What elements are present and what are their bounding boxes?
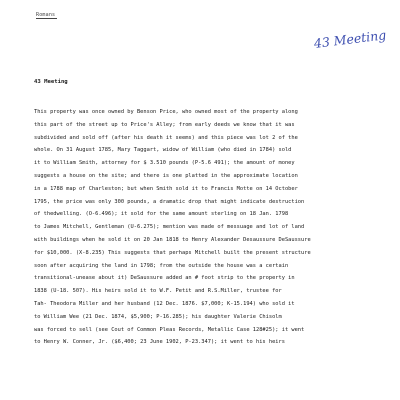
text-line: transitional-unease about it) DeSaussure added an # foot strip to the property in bbox=[34, 275, 295, 282]
corner-mark: Romans bbox=[36, 12, 56, 18]
document-body bbox=[34, 106, 382, 349]
text-line: with buildings when he sold it on 20 Jan 1818 to Henry Alexander Desaussure DeSaussure bbox=[34, 236, 311, 243]
document-heading: 43 Meeting bbox=[34, 79, 68, 85]
text-line: in a 1788 map of Charleston; but when Smith sold it to Francis Motte on 14 October bbox=[34, 185, 298, 192]
text-line: This property was once owned by Benson Price, who owned most of the property along bbox=[34, 109, 298, 115]
handwritten-note: 43 Meeting bbox=[313, 27, 387, 51]
text-line: Tah- Theodora Miller and her husband (12 Dec. 1876. $7,000; K-15.194) who sold it bbox=[34, 300, 295, 307]
text-line: 1795, the price was only 300 pounds, a dramatic drop that might indicate destruction bbox=[34, 198, 305, 205]
text-line: to James Mitchell, Gentleman (U-6.275); mention was made of messuage and lot of land bbox=[34, 224, 305, 231]
text-line: for $10,000. (X-8.235) This suggests that perhaps Mitchell built the present structure bbox=[34, 249, 311, 256]
text-line: of thedwelling. (O-6.496); it sold for the same amount sterling on 18 Jan. 1798 bbox=[34, 211, 289, 218]
text-line: was forced to sell (see Cout of Common Pleas Records, Metallic Case 128#25); it went bbox=[34, 326, 305, 333]
text-line: 1838 (U-18. 507). His heirs sold it to W.F. Petit and R.S.Miller, trustee for bbox=[34, 288, 282, 295]
text-line: to William Wee (21 Dec. 1874, $5,900; P-16.285); his daughter Valerie Chisolm bbox=[34, 313, 282, 320]
text-line: suggests a house on the site; and there is one platted in the approximate location bbox=[34, 172, 298, 179]
text-line: it to William Smith, attorney for $ 3.510 pounds (P-5.6 491); the amount of money bbox=[34, 160, 295, 167]
text-line: to Henry W. Conner, Jr. ($6,400; 23 June 1902, P-23.347); it went to his heirs bbox=[34, 339, 285, 346]
text-line: whole. On 31 August 1785, Mary Taggart, widow of William (who died in 1784) sold bbox=[34, 147, 292, 154]
text-line: this part of the street up to Price's Alley; from early deeds we know that it was bbox=[34, 121, 295, 128]
text-line: subdivided and sold off (after his death it seems) and this piece was lot 2 of the bbox=[34, 134, 298, 141]
text-line: soon after acquiring the land in 1798; from the outside the house was a certain bbox=[34, 262, 289, 269]
